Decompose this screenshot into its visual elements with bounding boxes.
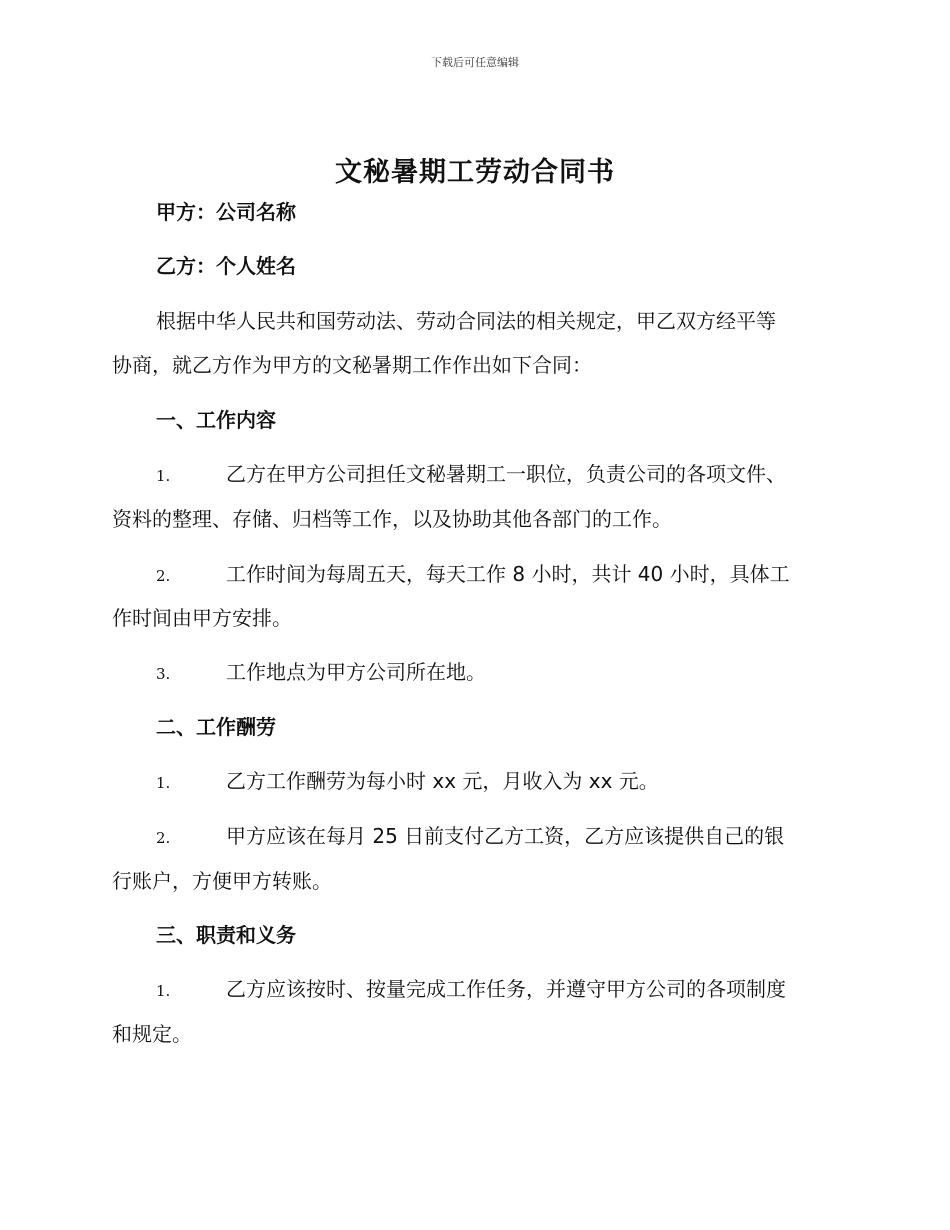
party-a: 甲方：公司名称	[156, 200, 296, 224]
list-item	[156, 769, 659, 795]
section-heading-remuneration: 二、工作酬劳	[156, 715, 276, 739]
list-text: 乙方应该按时、按量完成工作任务，并遵守甲方公司的各项制度	[226, 977, 786, 1001]
list-number: 1.	[156, 774, 171, 792]
header-note: 下载后可任意编辑	[431, 56, 519, 69]
list-number: 2.	[156, 567, 171, 585]
intro-line-1: 根据中华人民共和国劳动法、劳动合同法的相关规定，甲乙双方经平等	[156, 309, 776, 333]
list-text: 甲方应该在每月 25 日前支付乙方工资，乙方应该提供自己的银	[226, 824, 785, 848]
list-item-continuation: 作时间由甲方安排。	[112, 606, 292, 630]
list-text: 乙方工作酬劳为每小时 xx 元，月收入为 xx 元。	[226, 769, 659, 793]
list-item	[156, 824, 784, 850]
intro-line-2: 协商，就乙方作为甲方的文秘暑期工作作出如下合同：	[112, 353, 592, 377]
list-number: 1.	[156, 467, 171, 485]
list-number: 1.	[156, 982, 171, 1000]
list-number: 2.	[156, 829, 171, 847]
list-text: 乙方在甲方公司担任文秘暑期工一职位，负责公司的各项文件、	[226, 462, 786, 486]
list-item	[156, 977, 786, 1003]
section-heading-work-content: 一、工作内容	[156, 408, 276, 432]
section-heading-duties: 三、职责和义务	[156, 923, 296, 947]
party-b: 乙方：个人姓名	[156, 254, 296, 278]
list-item-continuation: 行账户，方便甲方转账。	[112, 869, 332, 893]
document-title: 文秘暑期工劳动合同书	[335, 157, 615, 188]
list-item-continuation: 和规定。	[112, 1022, 192, 1046]
list-text: 工作时间为每周五天，每天工作 8 小时，共计 40 小时，具体工	[226, 562, 790, 586]
list-item-continuation: 资料的整理、存储、归档等工作，以及协助其他各部门的工作。	[112, 507, 672, 531]
list-item	[156, 462, 786, 488]
list-number: 3.	[156, 665, 171, 683]
list-text: 工作地点为甲方公司所在地。	[226, 660, 486, 684]
list-item	[156, 660, 486, 686]
list-item	[156, 562, 790, 588]
